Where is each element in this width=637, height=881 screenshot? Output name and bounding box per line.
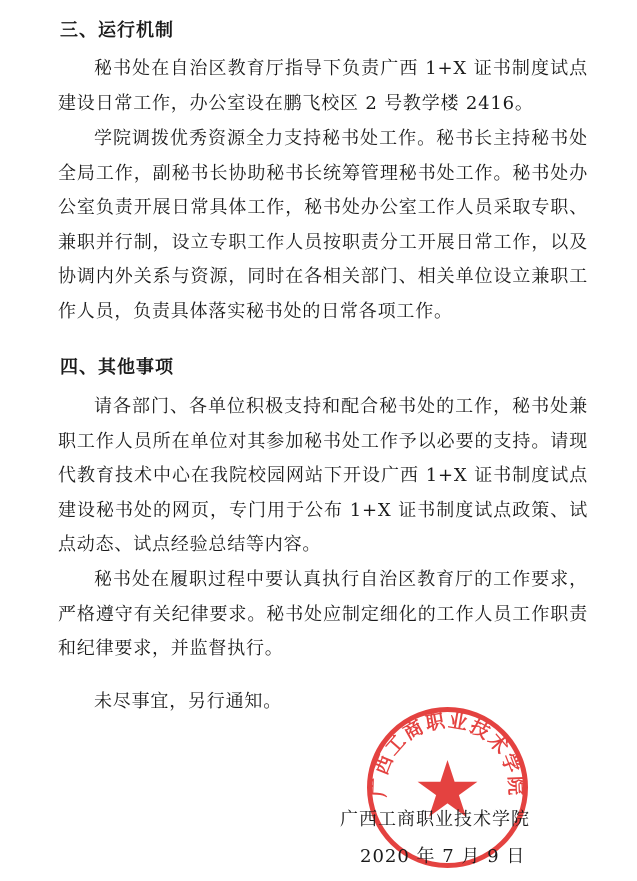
svg-text:广西工商职业技术学院: 广西工商职业技术学院 xyxy=(368,709,527,798)
signature-organization: 广西工商职业技术学院 xyxy=(340,809,530,830)
signature-date: 2020 年 7 月 9 日 xyxy=(360,846,526,867)
section-heading-operating-mechanism: 三、运行机制 xyxy=(60,20,174,41)
paragraph-support-request: 请各部门、各单位积极支持和配合秘书处的工作，秘书处兼职工作人员所在单位对其参加秘书处工作予以必要的支持。请现代教育技术中心在我院校园网站下开设广西 1+X 证书制度试点建设秘书处的网页，专门用于公布 1+X 证书制度试点政策、试点动态、试点经验总结等内容。 xyxy=(58,396,588,555)
paragraph-closing: 未尽事宜，另行通知。 xyxy=(94,691,282,712)
paragraph-office-location: 秘书处在自治区教育厅指导下负责广西 1+X 证书制度试点建设日常工作，办公室设在鹏飞校区 2 号教学楼 2416。 xyxy=(58,58,588,114)
paragraph-discipline: 秘书处在履职过程中要认真执行自治区教育厅的工作要求，严格遵守有关纪律要求。秘书处应制定细化的工作人员工作职责和纪律要求，并监督执行。 xyxy=(58,569,588,659)
paragraph-staffing: 学院调拨优秀资源全力支持秘书处工作。秘书长主持秘书处全局工作，副秘书长协助秘书长统筹管理秘书处工作。秘书处办公室负责开展日常具体工作，秘书处办公室工作人员采取专职、兼职并行制，设立专职工作人员按职责分工开展日常工作，以及协调内外关系与资源，同时在各相关部门、相关单位设立兼职工作人员，负责具体落实秘书处的日常各项工作。 xyxy=(58,128,588,322)
section-heading-other-matters: 四、其他事项 xyxy=(60,357,174,378)
